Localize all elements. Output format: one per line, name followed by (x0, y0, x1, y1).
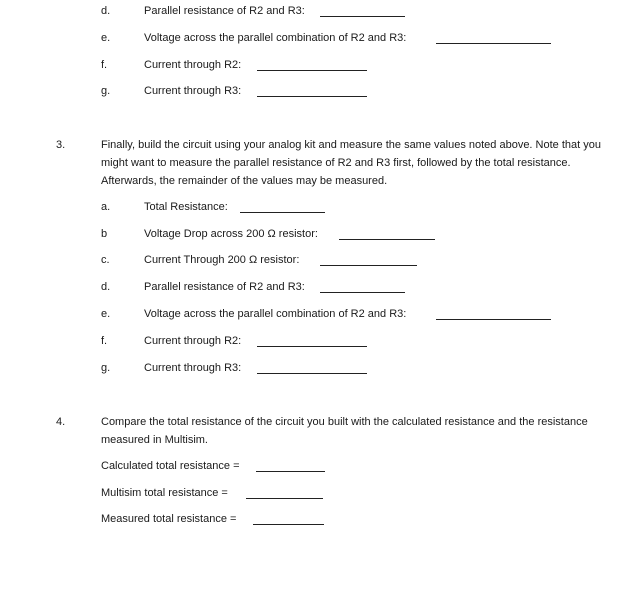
item-letter: d. (101, 281, 111, 293)
item-label: Parallel resistance of R2 and R3: (144, 281, 305, 293)
item-label: Current Through 200 Ω resistor: (144, 254, 300, 266)
item-letter: f. (101, 335, 108, 347)
item-label: Current through R2: (144, 59, 242, 71)
item-letter: c. (101, 254, 110, 266)
item-letter: b (101, 228, 108, 240)
answer-blank[interactable] (257, 70, 367, 71)
item-letter: f. (101, 59, 108, 71)
item-label: Voltage across the parallel combination of R2 and R3: (144, 32, 407, 44)
answer-blank[interactable] (436, 43, 551, 44)
answer-blank[interactable] (320, 16, 405, 17)
item-letter: d. (101, 5, 111, 17)
question-number: 4. (56, 416, 66, 428)
answer-blank[interactable] (246, 498, 323, 499)
answer-blank[interactable] (339, 239, 435, 240)
item-letter: a. (101, 201, 111, 213)
item-letter: g. (101, 362, 111, 374)
comparison-label: Measured total resistance = (101, 513, 237, 525)
question-text: Compare the total resistance of the circuit you built with the calculated resistance and the resistance measured in Multisim. (101, 416, 588, 446)
answer-blank[interactable] (257, 96, 367, 97)
answer-blank[interactable] (253, 524, 324, 525)
question-number: 3. (56, 139, 66, 151)
item-label: Total Resistance: (144, 201, 228, 213)
answer-blank[interactable] (256, 471, 325, 472)
item-letter: e. (101, 308, 111, 320)
answer-blank[interactable] (257, 346, 367, 347)
question-text: Finally, build the circuit using your analog kit and measure the same values noted above. Note that you might want to measure the parallel resistance of R2 and R3 first, followed by the total resistance. Afterwards, the remainder of the values may be measured. (101, 139, 601, 187)
item-label: Current through R2: (144, 335, 242, 347)
item-letter: e. (101, 32, 111, 44)
item-label: Parallel resistance of R2 and R3: (144, 5, 305, 17)
answer-blank[interactable] (320, 292, 405, 293)
answer-blank[interactable] (257, 373, 367, 374)
comparison-label: Calculated total resistance = (101, 460, 240, 472)
answer-blank[interactable] (240, 212, 325, 213)
item-label: Voltage Drop across 200 Ω resistor: (144, 228, 318, 240)
answer-blank[interactable] (436, 319, 551, 320)
item-label: Current through R3: (144, 85, 242, 97)
item-label: Voltage across the parallel combination of R2 and R3: (144, 308, 407, 320)
answer-blank[interactable] (320, 265, 417, 266)
comparison-label: Multisim total resistance = (101, 487, 228, 499)
item-letter: g. (101, 85, 111, 97)
item-label: Current through R3: (144, 362, 242, 374)
